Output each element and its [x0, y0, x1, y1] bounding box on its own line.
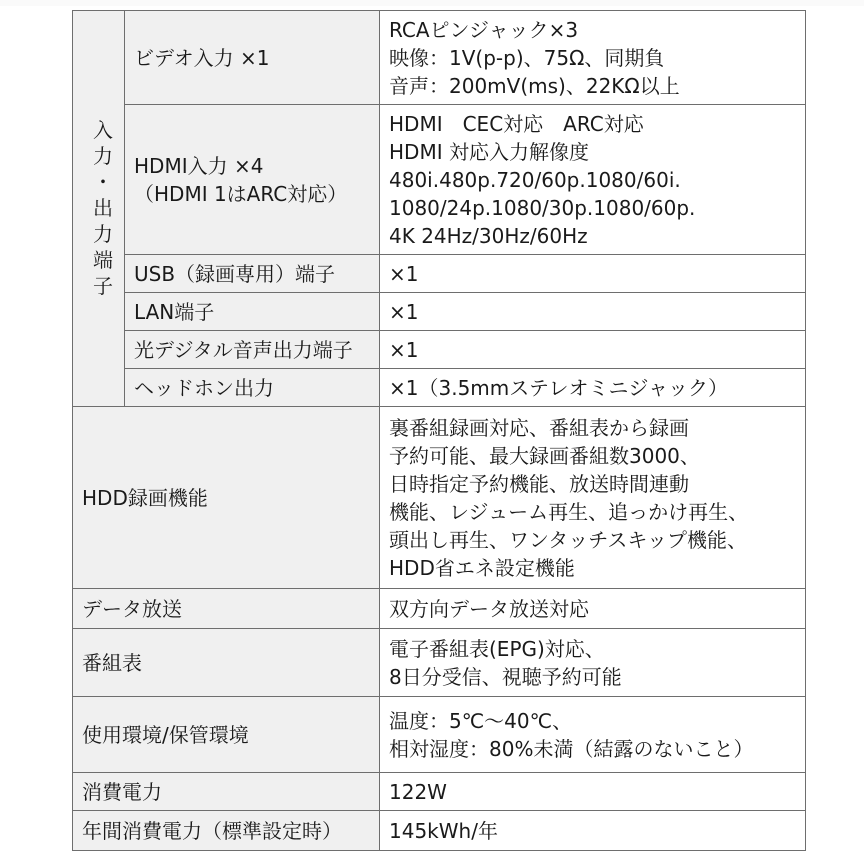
row-label-hdd-recording [73, 407, 380, 589]
group-label-char: 力 [93, 144, 113, 168]
row-label-text: データ放送 [82, 596, 182, 621]
row-value-line: 温度：5℃〜40℃、 [389, 708, 573, 733]
row-value-line: 145kWh/年 [389, 818, 498, 843]
top-edge [0, 0, 864, 6]
row-value-environment [380, 697, 806, 773]
row-label-program-guide [73, 629, 380, 697]
row-label-text: 番組表 [82, 650, 142, 675]
row-value-optical [380, 331, 806, 369]
table-row [73, 589, 806, 629]
row-label-usb [125, 255, 380, 293]
row-value-line: 双方向データ放送対応 [389, 596, 589, 621]
row-value-line: ×1（3.5mmステレオミニジャック） [389, 375, 729, 400]
row-value-video-input [380, 11, 806, 105]
table-row [73, 11, 806, 105]
row-value-line: 映像：1V(p-p)、75Ω、同期負 [389, 45, 665, 70]
row-label-power [73, 773, 380, 811]
row-value-power [380, 773, 806, 811]
row-label-lan [125, 293, 380, 331]
row-label-headphone [125, 369, 380, 407]
table-row [73, 697, 806, 773]
row-value-line: ×1 [389, 337, 419, 362]
row-value-line: 裏番組録画対応、番組表から録画 [389, 415, 689, 440]
row-value-line: 日時指定予約機能、放送時間連動 [389, 471, 689, 496]
row-label-text: 年間消費電力（標準設定時） [82, 818, 342, 843]
row-value-line: RCAピンジャック×3 [389, 17, 579, 42]
row-label-text: ビデオ入力 ×1 [134, 45, 270, 70]
row-value-line: 機能、レジューム再生、追っかけ再生、 [389, 499, 749, 524]
row-value-line: HDD省エネ設定機能 [389, 555, 575, 580]
row-value-line: HDMI CEC対応 ARC対応 [389, 111, 644, 136]
row-label-text: 消費電力 [82, 779, 162, 804]
row-label-text: USB（録画専用）端子 [134, 261, 336, 286]
row-label-text: 使用環境/保管環境 [82, 722, 249, 747]
group-label-char: ・ [93, 170, 113, 194]
row-value-line: 相対湿度：80%未満（結露のないこと） [389, 736, 754, 761]
group-label-char: 端 [93, 248, 113, 272]
row-label-video-input [125, 11, 380, 105]
row-value-usb [380, 255, 806, 293]
row-value-line: 480i.480p.720/60p.1080/60i. [389, 167, 681, 192]
row-label-environment [73, 697, 380, 773]
row-value-lan [380, 293, 806, 331]
row-value-hdd-recording [380, 407, 806, 589]
row-value-line: ×1 [389, 261, 419, 286]
spec-sheet [72, 10, 805, 856]
row-value-line: 122W [389, 779, 447, 804]
table-row [73, 293, 806, 331]
group-label-char: 子 [93, 274, 113, 298]
row-label-data-broadcast [73, 589, 380, 629]
row-label-text: HDMI入力 ×4 [134, 153, 264, 178]
row-value-hdmi-input [380, 105, 806, 255]
row-label-text: LAN端子 [134, 299, 215, 324]
table-row [73, 773, 806, 811]
table-row [73, 369, 806, 407]
row-value-line: ×1 [389, 299, 419, 324]
row-label-hdmi-input [125, 105, 380, 255]
row-value-line: 予約可能、最大録画番組数3000、 [389, 443, 700, 468]
table-row [73, 255, 806, 293]
row-label-text: ヘッドホン出力 [134, 375, 274, 400]
group-label-io [73, 11, 125, 407]
row-value-headphone [380, 369, 806, 407]
row-label-text: HDD録画機能 [82, 485, 208, 510]
table-row [73, 811, 806, 851]
row-label-text: 光デジタル音声出力端子 [134, 337, 353, 362]
row-value-line: 電子番組表(EPG)対応、 [389, 636, 605, 661]
row-value-data-broadcast [380, 589, 806, 629]
row-label-optical [125, 331, 380, 369]
row-value-line: 8日分受信、視聴予約可能 [389, 664, 622, 689]
table-row [73, 629, 806, 697]
row-value-line: 1080/24p.1080/30p.1080/60p. [389, 195, 696, 220]
table-row [73, 331, 806, 369]
group-label-char: 力 [93, 222, 113, 246]
row-value-program-guide [380, 629, 806, 697]
row-value-line: 頭出し再生、ワンタッチスキップ機能、 [389, 527, 747, 552]
row-label-text: （HDMI 1はARC対応） [134, 181, 348, 206]
table-row [73, 407, 806, 589]
row-value-line: 音声：200mV(ms)、22KΩ以上 [389, 73, 680, 98]
table-row [73, 105, 806, 255]
row-label-annual-power [73, 811, 380, 851]
spec-table [72, 10, 806, 851]
group-label-char: 入 [93, 118, 113, 142]
row-value-annual-power [380, 811, 806, 851]
row-value-line: 4K 24Hz/30Hz/60Hz [389, 223, 588, 248]
group-label-char: 出 [93, 196, 113, 220]
row-value-line: HDMI 対応入力解像度 [389, 139, 589, 164]
